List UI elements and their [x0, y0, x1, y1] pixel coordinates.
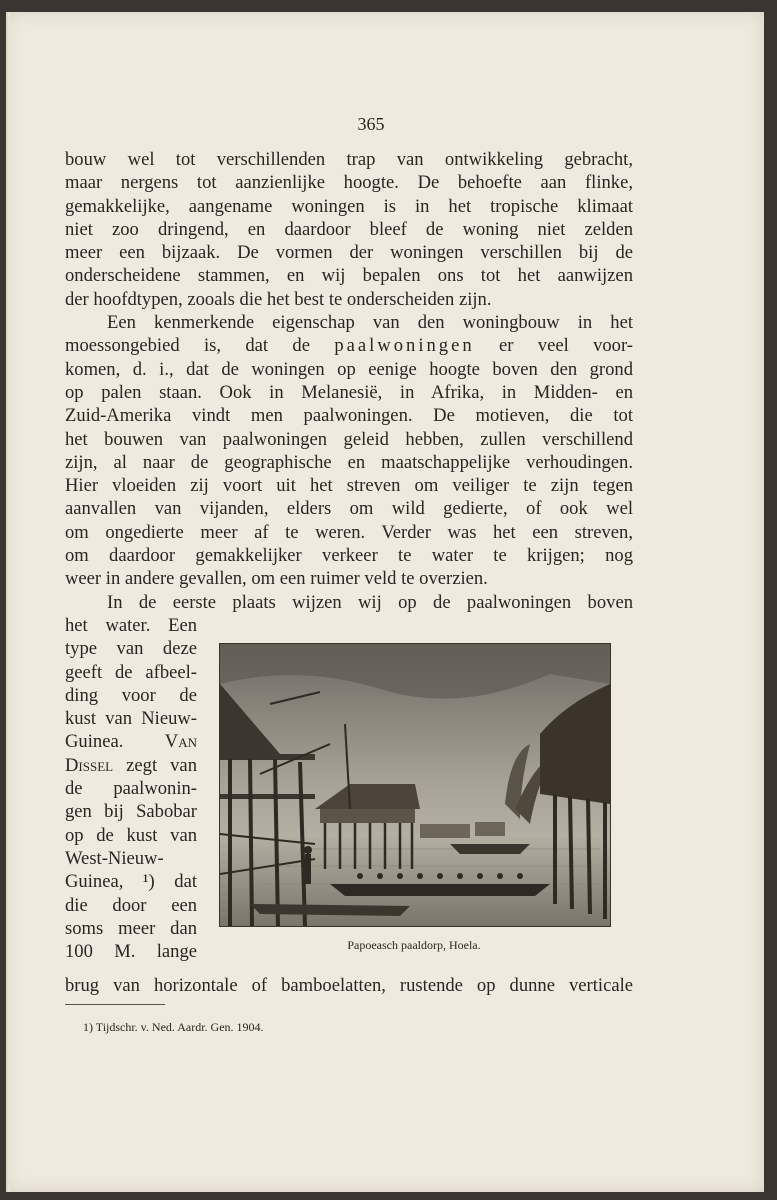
emphasized-term: paalwoningen: [334, 335, 475, 357]
text-line: op de kust van: [65, 824, 197, 846]
text-line: het bouwen van paalwoningen geleid hebben, zullen verschillend: [65, 428, 633, 450]
text-line: weer in andere gevallen, om een ruimer veld te overzien.: [65, 568, 488, 590]
text-line: maar nergens tot aanzienlijke hoogte. De behoefte aan flinke,: [65, 172, 633, 194]
text-line: Hier vloeiden zij voort uit het streven om veiliger te zijn tegen: [65, 475, 633, 497]
text-line: der hoofdtypen, zooals die het best te onderscheiden zijn.: [65, 288, 492, 310]
text-line: bouw wel tot verschillenden trap van ontwikkeling gebracht,: [65, 149, 633, 170]
text-line: gemakkelijke, aangename woningen is in het tropische klimaat: [65, 195, 633, 217]
text-line: onderscheidene stammen, en wij bepalen ons tot het aanwijzen: [65, 265, 633, 287]
text-span: er veel voor-: [474, 335, 633, 357]
text-line: In de eerste plaats wijzen wij op de paalwoningen boven: [107, 591, 633, 613]
text-line: West-Nieuw-: [65, 847, 164, 869]
author-name: Dissel: [65, 754, 114, 776]
text-line: komen, d. i., dat de woningen op eenige hoogte boven den grond: [65, 358, 633, 380]
text-line: [65, 754, 197, 777]
footnote-rule: [65, 1004, 165, 1005]
text-line: Zuid-Amerika vindt men paalwoningen. De motieven, die tot: [65, 405, 633, 427]
text-line: Guinea, ¹) dat: [65, 871, 197, 893]
text-line: die door een: [65, 894, 197, 916]
page-number: 365: [357, 114, 385, 134]
text-line: meer een bijzaak. De vormen der woningen verschillen bij de: [65, 242, 633, 264]
text-line: aanvallen van vijanden, elders om wild gedierte, of ook wel: [65, 498, 633, 520]
illustration-pile-dwellings: [219, 643, 611, 927]
figure-caption: Papoeasch paaldorp, Hoela.: [347, 938, 481, 952]
footnote: 1) Tijdschr. v. Ned. Aardr. Gen. 1904.: [83, 1020, 264, 1034]
book-page: [6, 12, 764, 1192]
text-line: zijn, al naar de geographische en maatschappelijke verhoudingen.: [65, 451, 633, 473]
text-line: [65, 730, 197, 753]
text-line: op palen staan. Ook in Melanesië, in Afrika, in Midden- en: [65, 381, 633, 403]
text-span: Guinea.: [65, 731, 124, 753]
text-line: geeft de afbeel-: [65, 661, 197, 683]
text-span: moessongebied is, dat de: [65, 335, 310, 357]
text-line: om daardoor gemakkelijker verkeer te water te krijgen; nog: [65, 545, 633, 567]
text-line: om ongedierte meer af te weren. Verder was het een streven,: [65, 521, 633, 543]
text-line: de paalwonin-: [65, 778, 197, 800]
page-edge: [6, 12, 10, 1192]
engraving-image: [220, 644, 610, 926]
text-line: soms meer dan: [65, 917, 197, 939]
text-line: ding voor de: [65, 684, 197, 706]
text-line: niet zoo dringend, en daardoor bleef de woning niet zelden: [65, 218, 633, 240]
text-line: het water. Een: [65, 614, 197, 636]
body-text-continued: [65, 974, 633, 997]
text-line: brug van horizontale of bamboelatten, rustende op dunne verticale: [65, 975, 633, 996]
author-name: Van: [164, 731, 197, 753]
text-line: 100 M. lange: [65, 941, 197, 963]
text-line: Een kenmerkende eigenschap van den woningbouw in het: [107, 312, 633, 334]
text-line: gen bij Sabobar: [65, 801, 197, 823]
text-line: kust van Nieuw-: [65, 708, 197, 730]
text-line: [65, 334, 633, 357]
text-span: zegt van: [126, 754, 197, 776]
text-line: type van deze: [65, 638, 197, 660]
